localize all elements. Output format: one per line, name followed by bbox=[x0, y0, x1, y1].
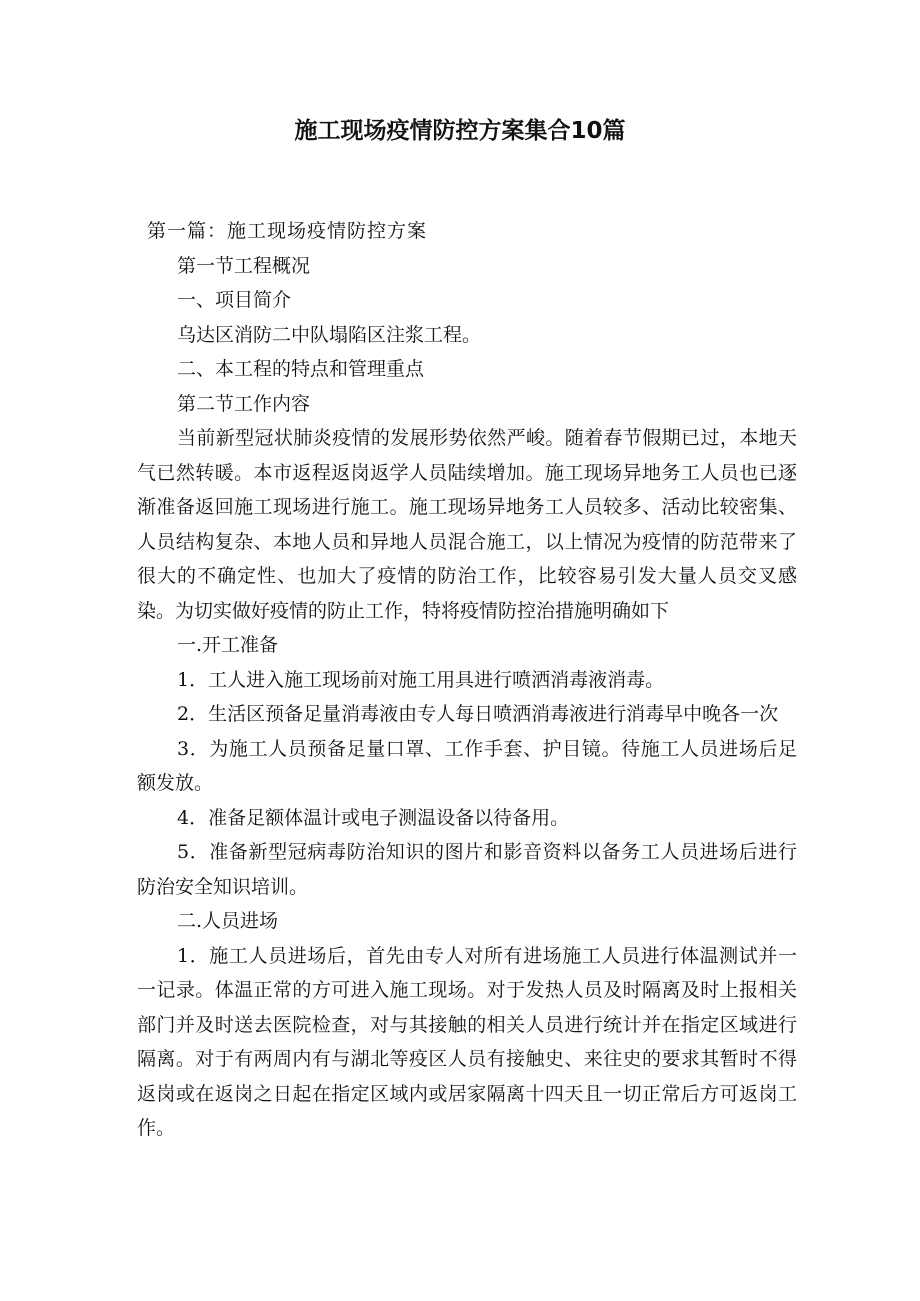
list-item: 2．生活区预备足量消毒液由专人每日喷洒消毒液进行消毒早中晚各一次 bbox=[177, 703, 779, 725]
paragraph: 当前新型冠状肺炎疫情的发展形势依然严峻。随着春节假期已过，本地天气已然转暖。本市返程返岗返学人员陆续增加。施工现场异地务工人员也已逐渐准备返回施工现场进行施工。施工现场异地务工人员较多、活动比较密集、人员结构复杂、本地人员和异地人员混合施工，以上情况为疫情的防范带来了很大的不确定性、也加大了疫情的防治工作，比较容易引发大量人员交叉感染。为切实做好疫情的防止工作，特将疫情防控治措施明确如下 bbox=[137, 427, 797, 622]
chapter-heading: 第一篇：施工现场疫情防控方案 bbox=[147, 220, 428, 242]
list-item: 5．准备新型冠病毒防治知识的图片和影音资料以备务工人员进场后进行防治安全知识培训。 bbox=[137, 841, 797, 898]
subsection-heading: 二.人员进场 bbox=[177, 910, 279, 932]
subsection-heading: 一、项目简介 bbox=[177, 289, 292, 311]
document-title: 施工现场疫情防控方案集合10篇 bbox=[294, 118, 626, 144]
list-item: 1．工人进入施工现场前对施工用具进行喷洒消毒液消毒。 bbox=[177, 668, 665, 691]
subsection-heading: 一.开工准备 bbox=[177, 634, 279, 656]
section-heading: 第二节工作内容 bbox=[177, 392, 311, 415]
list-item: 3．为施工人员预备足量口罩、工作手套、护目镜。待施工人员进场后足额发放。 bbox=[137, 737, 797, 794]
section-heading: 第一节工程概况 bbox=[177, 254, 311, 277]
document-body bbox=[137, 214, 797, 1146]
list-item: 4．准备足额体温计或电子测温设备以待备用。 bbox=[177, 806, 570, 829]
subsection-heading: 二、本工程的特点和管理重点 bbox=[177, 358, 425, 380]
list-item: 1．施工人员进场后，首先由专人对所有进场施工人员进行体温测试并一一记录。体温正常的方可进入施工现场。对于发热人员及时隔离及时上报相关部门并及时送去医院检查，对与其接触的相关人员进行统计并在指定区域进行隔离。对于有两周内有与湖北等疫区人员有接触史、来往史的要求其暂时不得返岗或在返岗之日起在指定区域内或居家隔离十四天且一切正常后方可返岗工作。 bbox=[137, 944, 797, 1139]
paragraph: 乌达区消防二中队塌陷区注浆工程。 bbox=[177, 323, 482, 346]
